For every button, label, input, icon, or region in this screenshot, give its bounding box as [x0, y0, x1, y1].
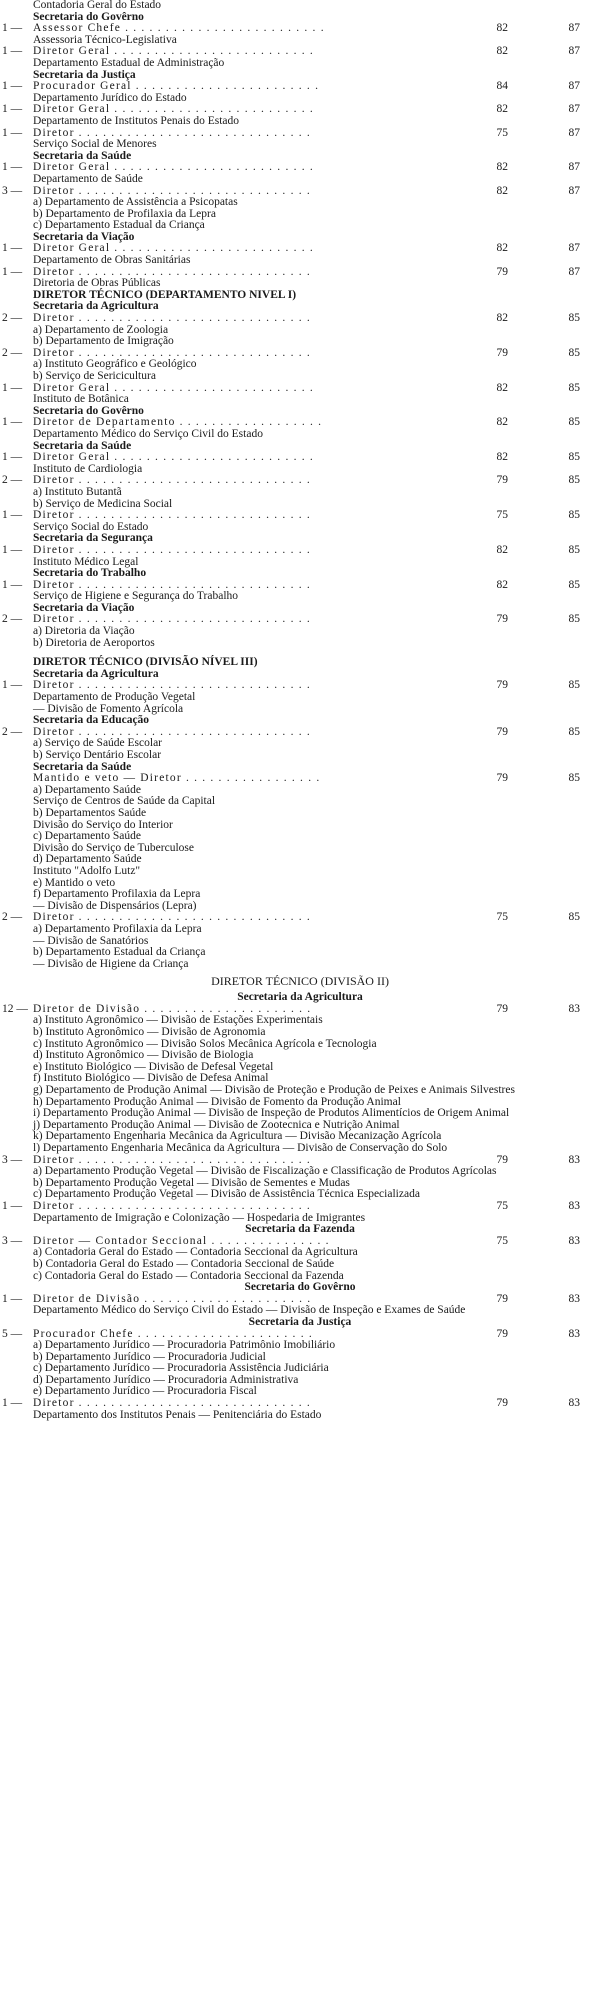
- position-title: Diretor Geral . . . . . . . . . . . . . . . . . . . . . . . . .: [33, 161, 314, 174]
- table-row: [0, 139, 600, 151]
- department-name: b) Departamento de Profilaxia da Lepra: [33, 207, 216, 220]
- reference-level: 75: [496, 126, 508, 139]
- position-count: 1 —: [2, 45, 23, 58]
- position-count: 2 —: [2, 312, 23, 325]
- reference-level: 75: [496, 1199, 508, 1212]
- department-name: a) Contadoria Geral do Estado — Contadoria Seccional da Agricultura: [33, 1246, 358, 1259]
- position-title: Diretor . . . . . . . . . . . . . . . . . . . . . . . . . . . . .: [33, 1153, 311, 1166]
- department-name: d) Departamento Saúde: [33, 853, 142, 866]
- table-row: [0, 371, 600, 383]
- reference-level: 79: [496, 725, 508, 738]
- table-row: [0, 1398, 600, 1410]
- section-heading: [0, 1224, 600, 1236]
- position-title: Diretor — Contador Seccional . . . . . . . . . . . . . . .: [33, 1234, 330, 1247]
- position-count: 1 —: [2, 451, 23, 464]
- department-name: Departamento Médico do Serviço Civil do Estado — Divisão de Inspeção e Exames de Saúde: [33, 1304, 466, 1317]
- position-title: Diretor . . . . . . . . . . . . . . . . . . . . . . . . . . . . .: [33, 184, 311, 197]
- section-heading: [0, 568, 600, 580]
- department-name: Departamento de Produção Vegetal: [33, 691, 196, 704]
- department-name: Departamento Jurídico do Estado: [33, 91, 187, 104]
- reference-level: 82: [496, 45, 508, 58]
- table-row: [0, 1085, 600, 1097]
- department-name: — Divisão de Higiene da Criança: [33, 957, 189, 970]
- table-row: [0, 750, 600, 762]
- position-title: Diretor Geral . . . . . . . . . . . . . . . . . . . . . . . . .: [33, 451, 314, 464]
- reference-level: 79: [496, 1292, 508, 1305]
- department-name: Secretaria da Saúde: [33, 149, 132, 162]
- department-name: Instituto de Cardiologia: [33, 462, 143, 475]
- department-name: c) Contadoria Geral do Estado — Contadoria Seccional da Fazenda: [33, 1269, 344, 1282]
- position-count: 1 —: [2, 22, 23, 35]
- table-row: [0, 116, 600, 128]
- department-name: j) Departamento Produção Animal — Divisão de Zootecnica e Nutrição Animal: [33, 1118, 400, 1131]
- table-row: [0, 1027, 600, 1039]
- position-count: 1 —: [2, 578, 23, 591]
- position-count: 2 —: [2, 613, 23, 626]
- position-title: Diretor . . . . . . . . . . . . . . . . . . . . . . . . . . . . .: [33, 578, 311, 591]
- reference-level: 82: [496, 242, 508, 255]
- salary-level: 87: [568, 45, 580, 58]
- table-row: [0, 959, 600, 971]
- salary-level: 85: [568, 346, 580, 359]
- division-title-text: DIRETOR TÉCNICO (DIVISÃO II): [211, 974, 389, 989]
- table-row: [0, 638, 600, 650]
- salary-level: 85: [568, 381, 580, 394]
- salary-level: 83: [568, 1327, 580, 1340]
- salary-level: 87: [568, 265, 580, 278]
- department-name: a) Serviço de Saúde Escolar: [33, 737, 163, 750]
- table-row: [0, 1340, 600, 1352]
- table-row: [0, 510, 600, 522]
- division-title: [0, 970, 600, 992]
- department-name: Departamento Médico do Serviço Civil do Estado: [33, 427, 263, 440]
- position-title: Procurador Chefe . . . . . . . . . . . . . . . . . . . . . .: [33, 1327, 313, 1340]
- table-row: [0, 831, 600, 843]
- position-title: Diretor . . . . . . . . . . . . . . . . . . . . . . . . . . . . .: [33, 679, 311, 692]
- department-name: Secretaria do Trabalho: [33, 567, 147, 580]
- position-title: Diretor . . . . . . . . . . . . . . . . . . . . . . . . . . . . .: [33, 725, 311, 738]
- table-row: [0, 808, 600, 820]
- reference-level: 79: [496, 679, 508, 692]
- position-title: Diretor . . . . . . . . . . . . . . . . . . . . . . . . . . . . .: [33, 543, 311, 556]
- department-name: Serviço Social do Estado: [33, 520, 149, 533]
- reference-level: 75: [496, 911, 508, 924]
- position-count: 1 —: [2, 381, 23, 394]
- table-row: [0, 545, 600, 557]
- position-title: Diretor Geral . . . . . . . . . . . . . . . . . . . . . . . . .: [33, 242, 314, 255]
- department-name: Instituto de Botânica: [33, 393, 129, 406]
- department-name: b) Departamento Produção Vegetal — Divisão de Sementes e Mudas: [33, 1176, 350, 1189]
- position-count: 3 —: [2, 1234, 23, 1247]
- reference-level: 82: [496, 578, 508, 591]
- position-title: Diretor . . . . . . . . . . . . . . . . . . . . . . . . . . . . .: [33, 312, 311, 325]
- department-name: b) Contadoria Geral do Estado — Contadoria Seccional de Saúde: [33, 1257, 335, 1270]
- department-name: f) Instituto Biológico — Divisão de Defesa Animal: [33, 1072, 269, 1085]
- department-name: h) Departamento Produção Animal — Divisão de Fomento da Produção Animal: [33, 1095, 401, 1108]
- department-name: c) Departamento Saúde: [33, 830, 141, 843]
- position-count: 2 —: [2, 911, 23, 924]
- section-heading-text: Secretaria da Justiça: [248, 1315, 352, 1328]
- position-count: 5 —: [2, 1327, 23, 1340]
- position-count: 1 —: [2, 126, 23, 139]
- department-name: c) Instituto Agronômico — Divisão Solos Mecânica Agrícola e Tecnologia: [33, 1037, 377, 1050]
- department-name: Secretaria da Viação: [33, 230, 135, 243]
- reference-level: 82: [496, 184, 508, 197]
- department-name: e) Mantido o veto: [33, 876, 116, 889]
- department-name: Serviço de Higiene e Segurança do Trabalho: [33, 590, 239, 603]
- department-name: DIRETOR TÉCNICO (DEPARTAMENTO NIVEL I): [33, 288, 297, 301]
- position-count: 1 —: [2, 543, 23, 556]
- reference-level: 79: [496, 613, 508, 626]
- department-name: Instituto Médico Legal: [33, 555, 139, 568]
- salary-level: 83: [568, 1234, 580, 1247]
- reference-level: 75: [496, 1234, 508, 1247]
- department-name: a) Departamento de Zoologia: [33, 323, 169, 336]
- salary-level: 83: [568, 1199, 580, 1212]
- department-name: a) Departamento Produção Vegetal — Divisão de Fiscalização e Classificação de Produtos Agrícolas: [33, 1165, 497, 1178]
- department-name: b) Serviço de Medicina Social: [33, 497, 173, 510]
- reference-level: 82: [496, 381, 508, 394]
- department-name: a) Departamento Saúde: [33, 783, 141, 796]
- position-count: 2 —: [2, 474, 23, 487]
- section-heading-text: Secretaria do Govêrno: [244, 1281, 356, 1294]
- department-name: Diretoria de Obras Públicas: [33, 277, 161, 290]
- position-title: Diretor . . . . . . . . . . . . . . . . . . . . . . . . . . . . .: [33, 346, 311, 359]
- salary-level: 83: [568, 1002, 580, 1015]
- department-name: g) Departamento de Produção Animal — Divisão de Proteção e Produção de Peixes e Animais Silvestres: [33, 1084, 515, 1097]
- table-row: [0, 947, 600, 959]
- department-name: a) Departamento Jurídico — Procuradoria Patrimônio Imobiliário: [33, 1339, 336, 1352]
- department-name: Departamento dos Institutos Penais — Penitenciária do Estado: [33, 1408, 322, 1421]
- position-title: Diretor . . . . . . . . . . . . . . . . . . . . . . . . . . . . .: [33, 265, 311, 278]
- position-title: Diretor . . . . . . . . . . . . . . . . . . . . . . . . . . . . .: [33, 126, 311, 139]
- department-name: d) Departamento Jurídico — Procuradoria Administrativa: [33, 1373, 299, 1386]
- department-name: Departamento de Imigração e Colonização — Hospedaria de Imigrantes: [33, 1211, 366, 1224]
- table-row: [0, 626, 600, 638]
- department-name: a) Departamento Profilaxia da Lepra: [33, 922, 202, 935]
- department-name: Secretaria da Justiça: [33, 68, 136, 81]
- department-name: c) Departamento Produção Vegetal — Divisão de Assistência Técnica Especializada: [33, 1188, 420, 1201]
- position-count: 1 —: [2, 242, 23, 255]
- department-name: Secretaria da Saúde: [33, 760, 132, 773]
- salary-level: 85: [568, 509, 580, 522]
- position-title: Diretor . . . . . . . . . . . . . . . . . . . . . . . . . . . . .: [33, 509, 311, 522]
- department-name: — Divisão de Dispensários (Lepra): [33, 899, 197, 912]
- table-row: [0, 1201, 600, 1213]
- position-count: 1 —: [2, 1292, 23, 1305]
- department-name: Secretaria da Agricultura: [33, 300, 159, 313]
- table-row: [0, 889, 600, 901]
- department-name: Divisão do Serviço de Tuberculose: [33, 841, 194, 854]
- table-row: [0, 1143, 600, 1155]
- position-count: 1 —: [2, 80, 23, 93]
- table-row: [0, 924, 600, 936]
- department-name: b) Departamento Estadual da Criança: [33, 946, 206, 959]
- department-name: — Divisão de Fomento Agrícola: [33, 702, 184, 715]
- position-count: 3 —: [2, 1153, 23, 1166]
- position-count: 1 —: [2, 161, 23, 174]
- position-title: Diretor de Divisão . . . . . . . . . . . . . . . . . . . . .: [33, 1002, 312, 1015]
- department-name: b) Instituto Agronômico — Divisão de Agronomia: [33, 1026, 266, 1039]
- position-count: 1 —: [2, 103, 23, 116]
- position-title: Diretor . . . . . . . . . . . . . . . . . . . . . . . . . . . . .: [33, 613, 311, 626]
- table-row: [0, 452, 600, 464]
- department-name: l) Departamento Engenharia Mecânica da Agricultura — Divisão de Conservação do Solo: [33, 1142, 448, 1154]
- department-name: d) Instituto Agronômico — Divisão de Biologia: [33, 1049, 254, 1062]
- reference-level: 79: [496, 772, 508, 785]
- department-name: f) Departamento Profilaxia da Lepra: [33, 888, 201, 901]
- reference-level: 79: [496, 346, 508, 359]
- position-count: 1 —: [2, 509, 23, 522]
- position-title: Procurador Geral . . . . . . . . . . . . . . . . . . . . . . .: [33, 80, 320, 93]
- reference-level: 82: [496, 312, 508, 325]
- department-name: b) Departamento Jurídico — Procuradoria Judicial: [33, 1350, 266, 1363]
- department-name: Secretaria da Segurança: [33, 532, 153, 545]
- position-title: Diretor . . . . . . . . . . . . . . . . . . . . . . . . . . . . .: [33, 474, 311, 487]
- salary-level: 83: [568, 1292, 580, 1305]
- position-title: Diretor Geral . . . . . . . . . . . . . . . . . . . . . . . . .: [33, 45, 314, 58]
- position-count: 1 —: [2, 265, 23, 278]
- table-row: [0, 313, 600, 325]
- table-row: [0, 197, 600, 209]
- department-name: Secretaria do Govêrno: [33, 404, 144, 417]
- table-row: [0, 81, 600, 93]
- reference-level: 84: [496, 80, 508, 93]
- table-row: [0, 866, 600, 878]
- position-title: Diretor de Divisão . . . . . . . . . . . . . . . . . . . . .: [33, 1292, 312, 1305]
- salary-level: 85: [568, 416, 580, 429]
- table-row: [0, 255, 600, 267]
- salary-level: 87: [568, 126, 580, 139]
- department-name: b) Serviço Dentário Escolar: [33, 749, 162, 761]
- reference-level: 79: [496, 1153, 508, 1166]
- department-name: Secretaria da Saúde: [33, 439, 132, 452]
- salary-level: 85: [568, 725, 580, 738]
- department-name: Contadoria Geral do Estado: [33, 0, 162, 11]
- position-title: Diretor Geral . . . . . . . . . . . . . . . . . . . . . . . . .: [33, 381, 314, 394]
- department-name: i) Departamento Produção Animal — Divisão de Inspeção de Produtos Alimentícios de Origem Animal: [33, 1107, 510, 1120]
- department-name: Departamento de Institutos Penais do Estado: [33, 114, 240, 127]
- position-title: Diretor . . . . . . . . . . . . . . . . . . . . . . . . . . . . .: [33, 911, 311, 924]
- reference-level: 82: [496, 416, 508, 429]
- reference-level: 79: [496, 265, 508, 278]
- position-title: Diretor de Departamento . . . . . . . . . . . . . . . . . .: [33, 416, 323, 429]
- position-count: 1 —: [2, 679, 23, 692]
- reference-level: 75: [496, 509, 508, 522]
- table-row: [0, 174, 600, 186]
- salary-level: 85: [568, 474, 580, 487]
- salary-level: 85: [568, 772, 580, 785]
- section-heading-text: Secretaria da Fazenda: [245, 1223, 355, 1236]
- salary-level: 87: [568, 22, 580, 35]
- salary-level: 85: [568, 679, 580, 692]
- position-count: 1 —: [2, 416, 23, 429]
- department-name: Instituto "Adolfo Lutz": [33, 864, 141, 877]
- section-heading: [0, 1282, 600, 1294]
- position-title: Diretor . . . . . . . . . . . . . . . . . . . . . . . . . . . . .: [33, 1199, 311, 1212]
- table-row: [0, 692, 600, 704]
- table-row: [0, 1410, 600, 1422]
- section-heading: [0, 1317, 600, 1329]
- position-count: 2 —: [2, 346, 23, 359]
- department-name: k) Departamento Engenharia Mecânica da Agricultura — Divisão Mecanização Agrícola: [33, 1130, 442, 1143]
- department-name: Divisão do Serviço do Interior: [33, 818, 173, 831]
- position-title: Assessor Chefe . . . . . . . . . . . . . . . . . . . . . . . . .: [33, 22, 325, 35]
- reference-level: 79: [496, 1397, 508, 1410]
- table-row: [0, 0, 600, 12]
- department-name: a) Departamento de Assistência a Psicopatas: [33, 196, 238, 209]
- reference-level: 82: [496, 161, 508, 174]
- salary-level: 87: [568, 184, 580, 197]
- position-count: 1 —: [2, 1397, 23, 1410]
- table-row: [0, 1259, 600, 1271]
- salary-level: 87: [568, 161, 580, 174]
- salary-level: 83: [568, 1397, 580, 1410]
- reference-level: 82: [496, 103, 508, 116]
- table-row: [0, 58, 600, 70]
- reference-level: 82: [496, 543, 508, 556]
- department-name: a) Instituto Butantã: [33, 485, 122, 498]
- salary-level: 85: [568, 543, 580, 556]
- department-name: e) Instituto Biológico — Divisão de Defesal Vegetal: [33, 1060, 274, 1073]
- salary-level: 87: [568, 103, 580, 116]
- department-name: Secretaria do Govêrno: [33, 10, 144, 23]
- position-count: 12 —: [2, 1002, 28, 1015]
- salary-level: 85: [568, 312, 580, 325]
- section-heading-text: Secretaria da Agricultura: [237, 991, 363, 1004]
- department-name: Serviço Social de Menores: [33, 138, 157, 151]
- department-name: — Divisão de Sanatórios: [33, 934, 149, 947]
- reference-level: 79: [496, 1002, 508, 1015]
- department-name: a) Instituto Geográfico e Geológico: [33, 358, 197, 371]
- table-row: [0, 429, 600, 441]
- salary-level: 85: [568, 451, 580, 464]
- reference-level: 79: [496, 474, 508, 487]
- department-name: e) Departamento Jurídico — Procuradoria Fiscal: [33, 1385, 257, 1398]
- reference-level: 82: [496, 451, 508, 464]
- position-count: 2 —: [2, 725, 23, 738]
- department-name: Departamento de Obras Sanitárias: [33, 254, 191, 267]
- salary-level: 85: [568, 911, 580, 924]
- position-title: Diretor . . . . . . . . . . . . . . . . . . . . . . . . . . . . .: [33, 1397, 311, 1410]
- department-name: Assessoria Técnico-Legislativa: [33, 33, 177, 46]
- salary-level: 83: [568, 1153, 580, 1166]
- salary-level: 87: [568, 80, 580, 93]
- department-name: Serviço de Centros de Saúde da Capital: [33, 795, 216, 808]
- position-count: 3 —: [2, 184, 23, 197]
- department-name: b) Diretoria de Aeroportos: [33, 636, 155, 649]
- department-name: b) Departamentos Saúde: [33, 806, 147, 819]
- department-name: a) Diretoria da Viação: [33, 625, 135, 638]
- table-row: [0, 487, 600, 499]
- reference-level: 79: [496, 1327, 508, 1340]
- department-name: a) Instituto Agronômico — Divisão de Estações Experimentais: [33, 1014, 323, 1027]
- salary-level: 85: [568, 613, 580, 626]
- department-name: b) Departamento de Imigração: [33, 335, 174, 348]
- department-name: Secretaria da Agricultura: [33, 667, 159, 680]
- department-name: DIRETOR TÉCNICO (DIVISÃO NÍVEL III): [33, 656, 258, 669]
- department-name: c) Departamento Jurídico — Procuradoria Assistência Judiciária: [33, 1362, 329, 1375]
- salary-level: 87: [568, 242, 580, 255]
- position-count: 1 —: [2, 1199, 23, 1212]
- salary-level: 85: [568, 578, 580, 591]
- department-name: Secretaria da Educação: [33, 714, 150, 727]
- department-name: Departamento Estadual de Administração: [33, 56, 225, 69]
- department-name: Secretaria da Viação: [33, 601, 135, 614]
- department-name: c) Departamento Estadual da Criança: [33, 219, 205, 232]
- department-name: Departamento de Saúde: [33, 172, 143, 185]
- position-title: Diretor Geral . . . . . . . . . . . . . . . . . . . . . . . . .: [33, 103, 314, 116]
- department-name: b) Serviço de Sericicultura: [33, 370, 156, 382]
- reference-level: 82: [496, 22, 508, 35]
- position-title: Mantido e veto — Diretor . . . . . . . . . . . . . . . . .: [33, 772, 321, 785]
